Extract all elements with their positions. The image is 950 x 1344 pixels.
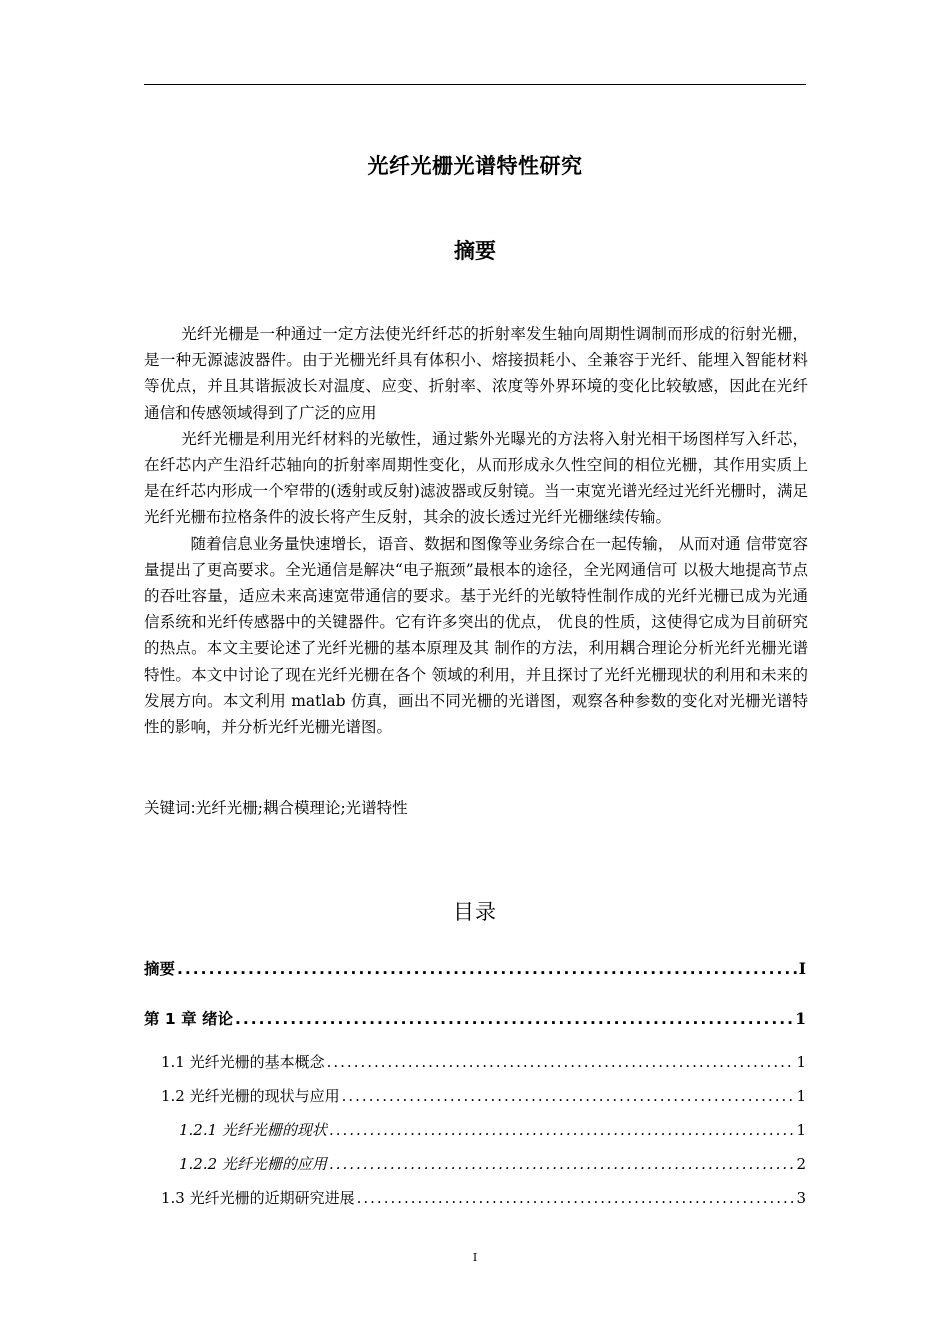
toc-page-number: 1 bbox=[796, 1087, 806, 1105]
toc-entry-label: 1.1 光纤光栅的基本概念 bbox=[161, 1053, 325, 1071]
toc-entry-chapter-1[interactable] bbox=[144, 1007, 806, 1029]
keywords-label: 关键词: bbox=[144, 799, 196, 817]
toc-entry-label: 1.2 光纤光栅的现状与应用 bbox=[161, 1087, 340, 1105]
toc-heading: 目录 bbox=[453, 900, 497, 924]
toc-entry-label: 第 1 章 绪论 bbox=[144, 1010, 233, 1028]
toc-entry-label: 1.2.1 光纤光栅的现状 bbox=[179, 1121, 327, 1139]
document-title: 光纤光栅光谱特性研究 bbox=[367, 154, 583, 178]
abstract-paragraph: 光纤光栅是一种通过一定方法使光纤纤芯的折射率发生轴向周期性调制而形成的衍射光栅，是一种无源滤波器件。由于光栅光纤具有体积小、熔接损耗小、全兼容于光纤、能埋入智能材料等优点，并且其谐振波长对温度、应变、折射率、浓度等外界环境的变化比较敏感，因此在光纤通信和传感领域得到了广泛的应用 bbox=[144, 325, 808, 422]
toc-entry-section-1-2-1[interactable] bbox=[179, 1119, 806, 1140]
toc-entry-label: 1.2.2 光纤光栅的应用 bbox=[179, 1155, 327, 1173]
toc-dot-leader bbox=[329, 1155, 795, 1173]
abstract-paragraph: 随着信息业务量快速增长，语音、数据和图像等业务综合在一起传输， 从而对通 信带宽容量提出了更高要求。全光通信是解决“电子瓶颈”最根本的途径，全光网通信可 以极大地提高节点的吞吐容量，适应未来高速宽带通信的要求。基于光纤的光敏特性制作成的光纤光栅已成为光通信系统和光纤传感器中的关键器件。它有许多突出的优点， 优良的性质，这使得它成为目前研究的热点。本文主要论述了光纤光栅的基本原理及其 制作的方法，利用耦合理论分析光纤光栅光谱特性。本文中讨论了现在光纤光栅在各个 领域的利用，并且探讨了光纤光栅现状的利用和未来的发展方向。本文利用 matlab 仿真，画出不同光栅的光谱图，观察各种参数的变化对光栅光谱特性的影响，并分析光纤光栅光谱图。 bbox=[144, 534, 808, 737]
abstract-paragraph: 光纤光栅是利用光纤材料的光敏性，通过紫外光曝光的方法将入射光相干场图样写入纤芯，在纤芯内产生沿纤芯轴向的折射率周期性变化，从而形成永久性空间的相位光栅，其作用实质上是在纤芯内形成一个窄带的(透射或反射)滤波器或反射镜。当一束宽光谱光经过光纤光栅时，满足光纤光栅布拉格条件的波长将产生反射，其余的波长透过光纤光栅继续传输。 bbox=[144, 429, 808, 527]
header-rule bbox=[144, 84, 806, 85]
toc-entry-abstract[interactable] bbox=[144, 957, 806, 979]
abstract-body bbox=[144, 321, 808, 740]
toc-entry-label: 1.3 光纤光栅的近期研究进展 bbox=[161, 1189, 355, 1207]
toc-page-number: 1 bbox=[796, 1121, 806, 1139]
keywords-line bbox=[144, 795, 408, 821]
toc-entry-section-1-2-2[interactable] bbox=[179, 1153, 806, 1174]
toc-entry-label: 摘要 bbox=[144, 960, 176, 978]
toc-entry-section-1-1[interactable] bbox=[161, 1051, 806, 1072]
toc-entry-section-1-3[interactable] bbox=[161, 1187, 806, 1208]
toc-dot-leader bbox=[342, 1087, 795, 1105]
toc-page-number: 3 bbox=[796, 1189, 806, 1207]
keywords-value: 光纤光栅;耦合模理论;光谱特性 bbox=[195, 799, 408, 817]
toc-entry-section-1-2[interactable] bbox=[161, 1085, 806, 1106]
toc-page-number: 1 bbox=[796, 1053, 806, 1071]
toc-dot-leader bbox=[177, 960, 797, 978]
toc-page-number: 2 bbox=[796, 1155, 806, 1173]
page-number: I bbox=[472, 1251, 478, 1264]
toc-dot-leader bbox=[357, 1189, 795, 1207]
abstract-heading: 摘要 bbox=[454, 239, 496, 263]
toc-page-number: 1 bbox=[795, 1009, 806, 1028]
toc-dot-leader bbox=[329, 1121, 795, 1139]
toc-page-number: I bbox=[798, 959, 806, 978]
toc-dot-leader bbox=[327, 1053, 795, 1071]
toc-dot-leader bbox=[235, 1010, 793, 1028]
